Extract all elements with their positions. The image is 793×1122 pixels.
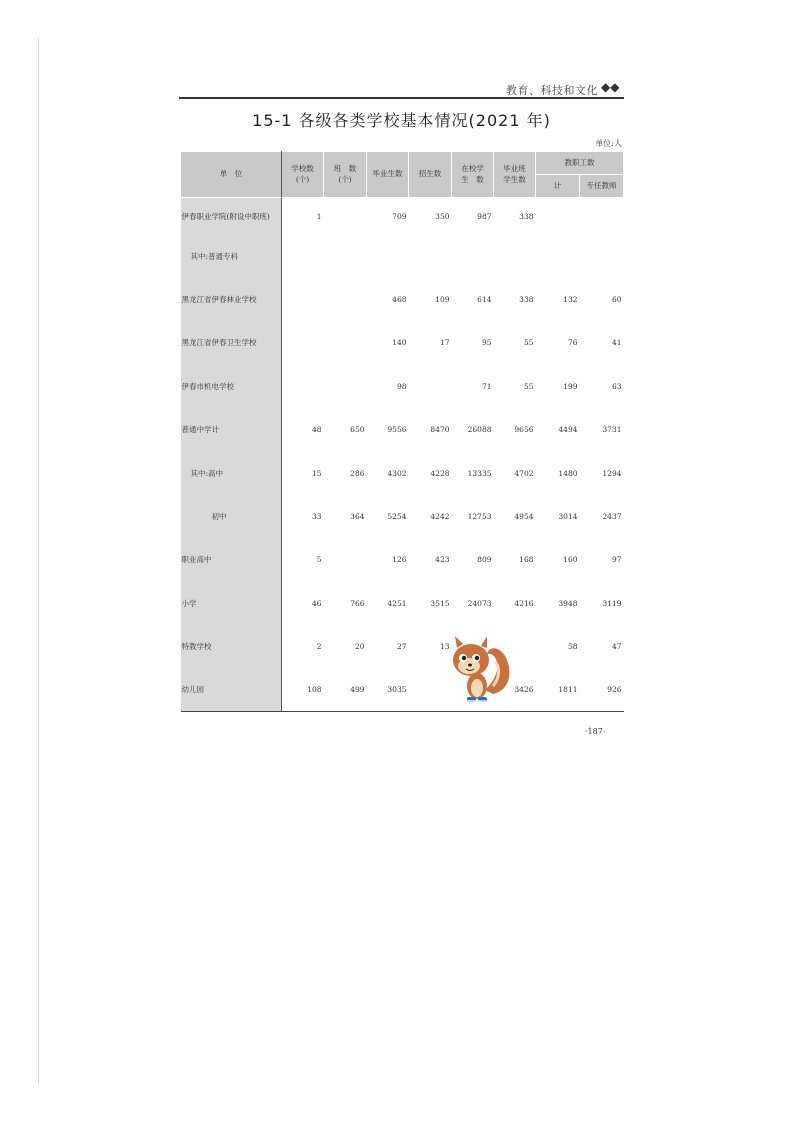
cell-staff-teachers: 60 [611, 295, 622, 305]
diamond-icon: ◆◆ [601, 80, 620, 94]
table-row [181, 451, 624, 494]
cell-staff-total: 199 [563, 381, 578, 391]
column-header-staff: 教职工数 [536, 152, 624, 175]
cell-staff-teachers: 97 [611, 555, 622, 565]
cell-staff-total: 3014 [558, 512, 578, 522]
cell-in-school: 809 [477, 555, 492, 565]
cell-schools: 48 [311, 425, 322, 435]
table-row [181, 278, 624, 321]
table-row [181, 538, 624, 581]
cell-in-school: 24073 [467, 598, 492, 608]
column-header-staff-total: 计 [536, 175, 580, 198]
cell-schools: 2 [316, 642, 322, 652]
cell-classes: 499 [324, 668, 367, 711]
cell-grad-class: 168 [519, 555, 534, 565]
row-label: 黑龙江省伊春林业学校 [181, 278, 282, 321]
cell-staff-teachers: 1294 [602, 468, 622, 478]
cell-schools [282, 278, 324, 321]
cell-in-school: 13335 [467, 468, 492, 478]
cell-staff-total: 1811 [536, 668, 580, 711]
cell-staff-teachers: 3119 [602, 598, 622, 608]
cell-graduates: 5254 [387, 512, 407, 522]
cell-classes [324, 538, 367, 581]
cell-staff-teachers: 41 [611, 338, 622, 348]
table-row [181, 365, 624, 408]
table-title: 15-1 各级各类学校基本情况(2021 年) [252, 111, 551, 130]
cell-enrolled: 4228 [430, 468, 450, 478]
cell-enrolled [409, 365, 452, 408]
row-label: 伊春职业学院(附设中职班) [181, 198, 282, 235]
cell-grad-class: 4954 [514, 512, 534, 522]
cell-staff-total: 160 [563, 555, 578, 565]
cell-enrolled: 8470 [430, 425, 450, 435]
row-label: 职业高中 [181, 538, 282, 581]
cell-graduates: 4251 [387, 598, 407, 608]
cell-grad-class: 4216 [514, 598, 534, 608]
table-row [181, 198, 624, 235]
statistics-table [180, 151, 624, 712]
row-label: 其中:高中 [181, 451, 282, 494]
table-row [181, 321, 624, 364]
cell-in-school: 71 [481, 381, 492, 391]
cell-grad-class: 9656 [514, 425, 534, 435]
row-label: 伊春市机电学校 [181, 365, 282, 408]
running-header: 教育、科技和文化 [506, 84, 598, 97]
table-row [181, 495, 624, 538]
cell-staff-total [536, 198, 580, 235]
row-label: 黑龙江省伊春卫生学校 [181, 321, 282, 364]
header-rule [179, 97, 624, 99]
table-row [181, 235, 624, 278]
cell-staff-teachers: 63 [611, 381, 622, 391]
cell-staff-total: 58 [567, 642, 578, 652]
row-label: 其中:普通专科 [181, 235, 282, 278]
cell-graduates: 126 [392, 555, 407, 565]
cell-staff-teachers: 47 [611, 642, 622, 652]
cell-schools [282, 365, 324, 408]
cell-staff-teachers: 3731 [602, 425, 622, 435]
cell-classes: 766 [350, 598, 365, 608]
cell-classes: 20 [354, 642, 365, 652]
cell-enrolled: 17 [439, 338, 450, 348]
cell-schools: 15 [311, 468, 322, 478]
cell-schools: 46 [311, 598, 322, 608]
cell-graduates: 140 [392, 338, 407, 348]
row-label: 普通中学计 [181, 408, 282, 451]
table-row [181, 668, 624, 711]
cell-enrolled: 109 [435, 295, 450, 305]
column-header-classes: 班 数 (个) [324, 152, 367, 198]
column-header-graduates: 毕业生数 [367, 152, 409, 198]
row-label: 幼儿园 [181, 668, 282, 711]
table-row [181, 408, 624, 451]
cell-in-school: 987 [477, 211, 492, 221]
cell-classes [324, 235, 367, 278]
cell-graduates: 468 [392, 295, 407, 305]
column-header-schools: 学校数 (个) [282, 152, 324, 198]
row-label: 特教学校 [181, 625, 282, 668]
cell-in-school: 614 [477, 295, 492, 305]
cell-staff-total: 3948 [558, 598, 578, 608]
cell-classes [324, 278, 367, 321]
cell-staff-total: 132 [563, 295, 578, 305]
cell-staff-teachers: 2437 [602, 512, 622, 522]
cell-classes: 364 [350, 512, 365, 522]
cell-schools [282, 235, 324, 278]
cell-enrolled: 350 [435, 211, 450, 221]
cell-classes [324, 321, 367, 364]
cell-grad-class: 3426 [494, 668, 536, 711]
cell-schools: 33 [311, 512, 322, 522]
cell-staff-teachers [580, 198, 624, 235]
cell-schools [282, 321, 324, 364]
page-margin-line [38, 38, 39, 1084]
column-header-in-school: 在校学 生 数 [452, 152, 494, 198]
column-header-unit: 单 位 [181, 152, 282, 198]
cell-staff-teachers: 926 [580, 668, 624, 711]
column-header-enrolled: 招生数 [409, 152, 452, 198]
cell-grad-class: 55 [523, 381, 534, 391]
table-row [181, 582, 624, 625]
cell-classes: 286 [350, 468, 365, 478]
cell-graduates: 4302 [387, 468, 407, 478]
row-label: 初中 [181, 495, 282, 538]
cell-enrolled: 423 [435, 555, 450, 565]
cell-in-school: 95 [481, 338, 492, 348]
cell-classes [324, 365, 367, 408]
cell-staff-total [536, 235, 580, 278]
cell-graduates: 9556 [387, 425, 407, 435]
cell-graduates: 709 [392, 211, 407, 221]
cell-grad-class: 4702 [514, 468, 534, 478]
page-number: ·187· [585, 727, 606, 736]
cell-schools: 5 [316, 555, 322, 565]
column-header-staff-teachers: 专任教师 [580, 175, 624, 198]
cell-graduates [367, 235, 409, 278]
cell-staff-total: 4494 [558, 425, 578, 435]
cell-grad-class: 338 [519, 295, 534, 305]
cell-schools: 1 [316, 211, 322, 221]
cell-in-school: 12753 [467, 512, 492, 522]
cell-enrolled [409, 235, 452, 278]
squirrel-mascot-icon [445, 634, 515, 706]
cell-graduates: 98 [396, 381, 407, 391]
table-row [181, 625, 624, 668]
cell-in-school [452, 235, 494, 278]
cell-classes [324, 198, 367, 235]
cell-enrolled: 3515 [430, 598, 450, 608]
cell-enrolled: 13 [439, 642, 450, 652]
cell-staff-total: 76 [567, 338, 578, 348]
row-label: 小学 [181, 582, 282, 625]
cell-enrolled: 4242 [430, 512, 450, 522]
cell-staff-total: 1480 [558, 468, 578, 478]
cell-graduates: 3035 [367, 668, 409, 711]
cell-classes: 650 [350, 425, 365, 435]
cell-graduates: 27 [396, 642, 407, 652]
cell-schools: 108 [282, 668, 324, 711]
cell-grad-class: 55 [523, 338, 534, 348]
cell-grad-class [494, 235, 536, 278]
column-header-grad-class: 毕业班 学生数 [494, 152, 536, 198]
cell-in-school: 26088 [467, 425, 492, 435]
unit-note: 单位:人 [595, 139, 622, 148]
cell-grad-class: 338 [519, 211, 534, 221]
cell-staff-teachers [580, 235, 624, 278]
